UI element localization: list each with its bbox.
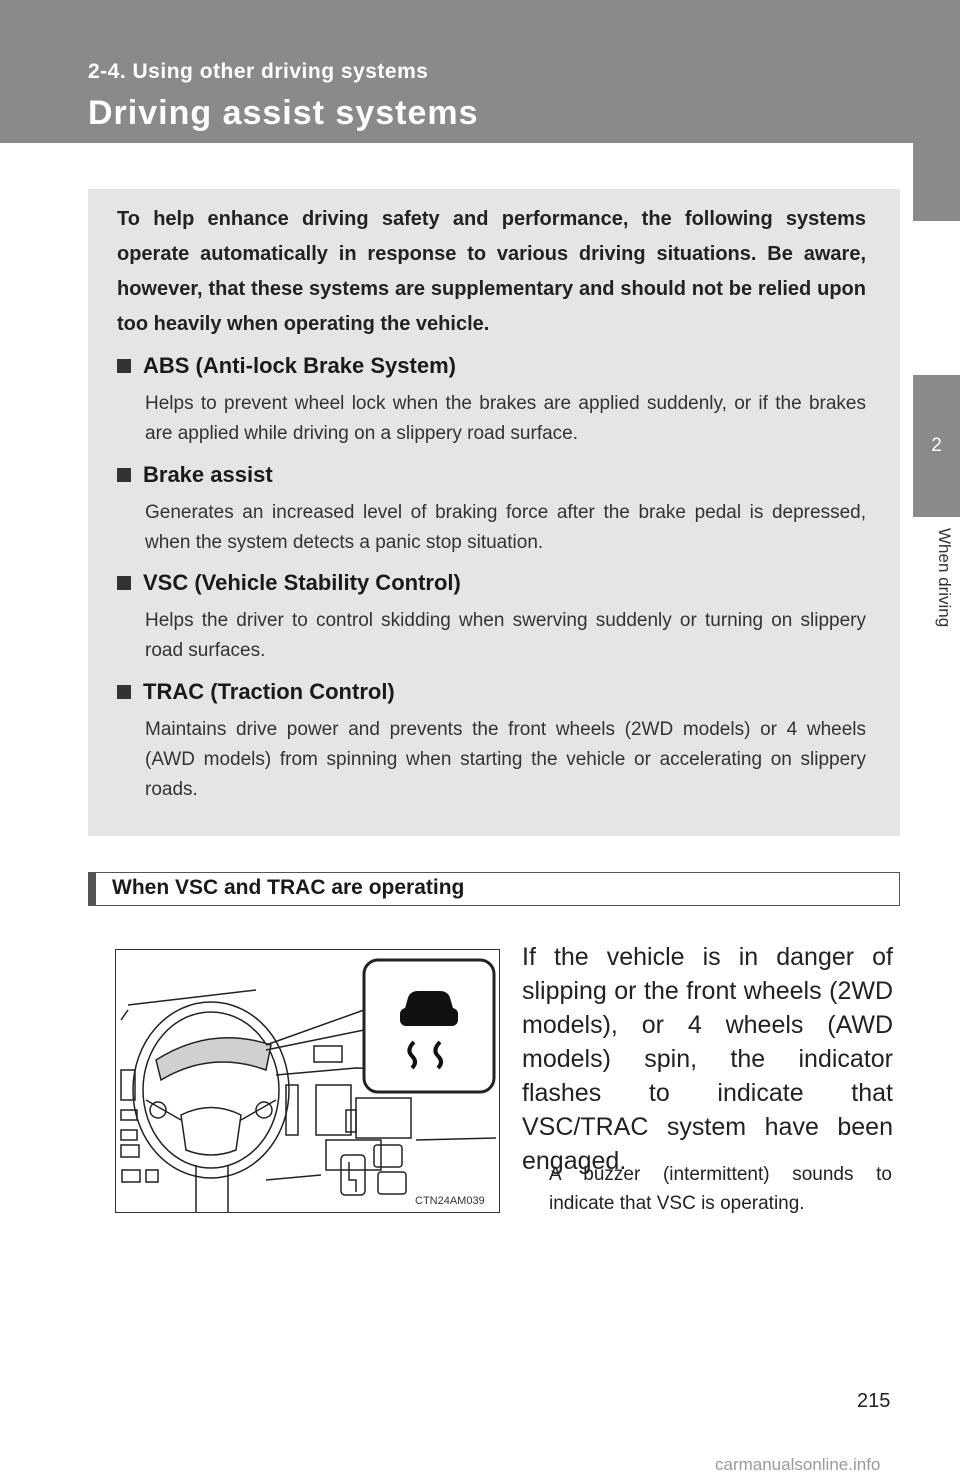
operating-main-text: If the vehicle is in danger of slipping or the front wheels (2WD models), or 4 wheels (AWD models) spin, the indicator flashes to indicate that VSC/TRAC system have been engaged. [522, 943, 893, 1175]
system-heading: TRAC (Traction Control) [143, 679, 395, 704]
system-body: Helps the driver to control skidding when swerving suddenly or turning on slippery road surfaces. [145, 610, 866, 661]
side-tab-top [913, 143, 960, 221]
system-item-vsc [117, 570, 866, 666]
page-title: Driving assist systems [88, 94, 479, 132]
system-heading: ABS (Anti-lock Brake System) [143, 353, 456, 378]
system-item-trac [117, 679, 866, 805]
system-item-brake-assist [117, 462, 866, 558]
figure-code: CTN24AM039 [415, 1195, 485, 1207]
operating-note-text: A buzzer (intermittent) sounds to indicate that VSC is operating. [549, 1164, 892, 1214]
system-body: Generates an increased level of braking force after the brake pedal is depressed, when the system detects a panic stop situation. [145, 502, 866, 553]
square-bullet-icon [117, 685, 131, 699]
chapter-number-tab[interactable]: 2 [913, 375, 960, 517]
dashboard-illustration [115, 949, 500, 1213]
sub-heading: When VSC and TRAC are operating [112, 876, 465, 899]
intro-text: To help enhance driving safety and performance, the following systems operate automatically in response to various driving situations. Be aware, however, that these systems are supplementary and should not be relied upon too heavily when operating the vehicle. [117, 208, 866, 335]
system-heading: Brake assist [143, 462, 273, 487]
chapter-label: When driving [935, 528, 954, 628]
page-number: 215 [857, 1390, 891, 1412]
square-bullet-icon [117, 576, 131, 590]
system-item-abs [117, 353, 866, 449]
dashboard-drawing [116, 950, 500, 1213]
square-bullet-icon [117, 468, 131, 482]
watermark-link[interactable]: carmanualsonline.info [715, 1455, 881, 1474]
section-label: 2-4. Using other driving systems [88, 60, 429, 83]
system-body: Maintains drive power and prevents the front wheels (2WD models) or 4 wheels (AWD models) from spinning when starting the vehicle or accelerating on slippery roads. [145, 719, 866, 800]
system-body: Helps to prevent wheel lock when the brakes are applied suddenly, or if the brakes are applied while driving on a slippery road surface. [145, 393, 866, 444]
square-bullet-icon [117, 359, 131, 373]
system-heading: VSC (Vehicle Stability Control) [143, 570, 461, 595]
